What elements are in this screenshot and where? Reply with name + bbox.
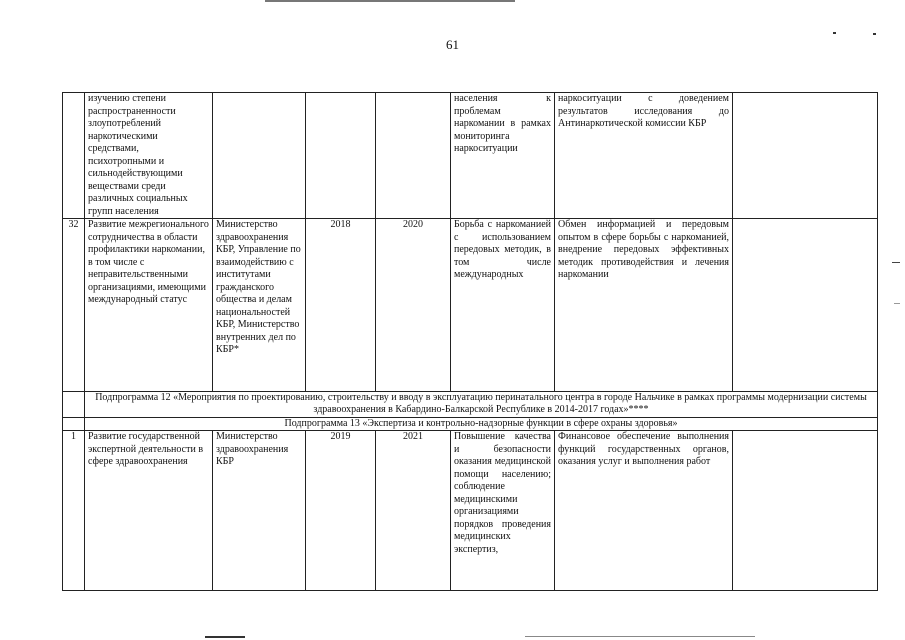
scan-artifact-bottom xyxy=(525,636,755,637)
cell-result: Борьба с наркоманией с использованием передовых методик, в том числе международных xyxy=(451,219,555,392)
cell-activity: Развитие межрегионального сотрудничества в области профилактики наркомании, в том числе с неправительственными организациями, имеющими международный статус xyxy=(85,219,213,392)
cell-end-year: 2021 xyxy=(376,431,451,591)
cell-result: Повышение качества и безопасности оказания медицинской помощи населению; соблюдение медицинскими организациями порядков проведения медицинских экспертиз, xyxy=(451,431,555,591)
cell-activity: Развитие государственной экспертной деятельности в сфере здравоохранения xyxy=(85,431,213,591)
cell-end-year: 2020 xyxy=(376,219,451,392)
cell-link: Финансовое обеспечение выполнения функций государственных органов, оказания услуг и выполнения работ xyxy=(555,431,733,591)
cell-start-year: 2019 xyxy=(306,431,376,591)
cell-link: наркоситуации с доведением результатов исследования до Антинаркотической комиссии КБР xyxy=(555,93,733,219)
scan-artifact-bottom xyxy=(205,636,245,638)
subprogram-13-title: Подпрограмма 13 «Экспертиза и контрольно-надзорные функции в сфере охраны здоровья» xyxy=(85,418,878,431)
cell-end-year xyxy=(376,93,451,219)
cell-executor: Министерство здравоохранения КБР xyxy=(213,431,306,591)
cell-result: населения к проблемам наркомании в рамках мониторинга наркоситуации xyxy=(451,93,555,219)
cell-link: Обмен информацией и передовым опытом в сфере борьбы с наркоманией, внедрение передовых эффективных методик противодействия и лечения наркомании xyxy=(555,219,733,392)
margin-mark xyxy=(894,303,900,304)
cell-extra xyxy=(733,431,878,591)
program-table xyxy=(62,92,878,591)
scan-artifact-top xyxy=(265,0,515,2)
table-row xyxy=(63,431,878,591)
cell-executor xyxy=(213,93,306,219)
cell-num: 1 xyxy=(63,431,85,591)
scan-speck xyxy=(833,32,836,34)
cell-num xyxy=(63,93,85,219)
cell-start-year: 2018 xyxy=(306,219,376,392)
subprogram-row xyxy=(63,418,878,431)
cell-num xyxy=(63,418,85,431)
margin-mark xyxy=(892,262,900,263)
cell-num: 32 xyxy=(63,219,85,392)
table-row xyxy=(63,93,878,219)
cell-extra xyxy=(733,93,878,219)
page-number: 61 xyxy=(446,37,459,52)
subprogram-12-title: Подпрограмма 12 «Мероприятия по проектированию, строительству и вводу в эксплуатацию перинатального центра в городе Нальчике в рамках программы модернизации системы здравоохранения в Кабардино-Балкарской Республике в 2014-2017 годах»**** xyxy=(85,392,878,418)
cell-activity: изучению степени распространенности злоупотреблений наркотическими средствами, психотропными и сильнодействующими веществами среди различных социальных групп населения xyxy=(85,93,213,219)
subprogram-row xyxy=(63,392,878,418)
cell-executor: Министерство здравоохранения КБР, Управление по взаимодействию с институтами гражданского общества и делам национальностей КБР, Министерство внутренних дел по КБР* xyxy=(213,219,306,392)
table-row xyxy=(63,219,878,392)
cell-extra xyxy=(733,219,878,392)
scan-speck xyxy=(873,33,876,35)
cell-num xyxy=(63,392,85,418)
cell-start-year xyxy=(306,93,376,219)
